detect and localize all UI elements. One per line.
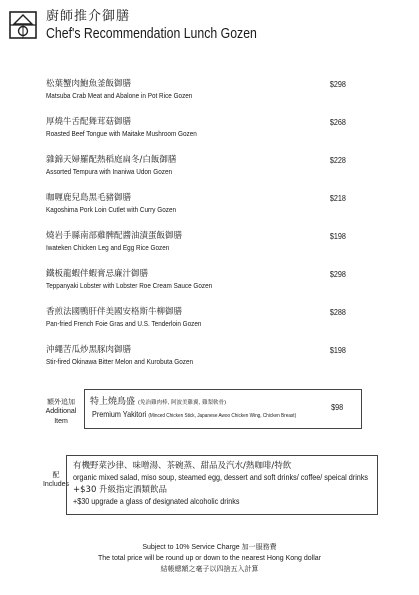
menu-item [46,78,356,116]
menu-item-name-zh: 松葉蟹肉鮑魚釜飯御膳 [46,79,132,89]
includes-line1-en: organic mixed salad, miso soup, steamed egg, dessert and soft drinks/ coffee/ speical drinks [73,472,369,482]
menu-item [46,268,356,306]
additional-item-detail-en: (Minced Chicken Stick, Japanese Awoo Chicken Wing, Chicken Breast) [148,413,297,419]
menu-item-name-zh: 燒岩手縣南部雞髀配醬油漬蛋飯御膳 [46,231,183,241]
footer-notes [0,542,419,575]
menu-item-price: $288 [329,307,346,317]
menu-list [46,78,356,382]
menu-item-name-en: Teppanyaki Lobster with Lobster Roe Cream Sauce Gozen [46,281,213,290]
rounding-note-zh: 結帳總額之毫子以四捨五入計算 [160,565,259,573]
menu-item-price: $268 [329,117,346,127]
menu-item-price: $198 [329,231,346,241]
menu-item-name-en: Roasted Beef Tongue with Maitake Mushroom Gozen [46,129,197,138]
title-chinese: 廚師推介御膳 [46,9,131,24]
restaurant-logo [8,10,38,40]
menu-item-price: $298 [329,269,346,279]
additional-item-label [38,397,84,427]
additional-item-name-en-line [92,409,296,419]
menu-item [46,306,356,344]
menu-item-price: $228 [329,155,346,165]
title-english: Chef's Recommendation Lunch Gozen [46,25,257,42]
additional-item-name-en: Premium Yakitori [92,409,147,419]
menu-item-name-zh: 咖喱鹿兒島黑毛豬御膳 [46,193,132,203]
menu-item-name-zh: 沖繩苦瓜炒黑豚肉御膳 [46,345,132,355]
additional-label-zh: 額外追加 [47,398,75,406]
includes-line1-zh: 有機野菜沙律、味噌湯、茶碗蒸、甜品及汽水/熱咖啡/特飲 [73,461,292,471]
menu-item-name-en: Stir-fired Okinawa Bitter Melon and Kurobuta Gozen [46,357,194,366]
includes-label-en: Includes [42,481,70,488]
menu-item [46,230,356,268]
additional-item-name-zh-line [90,394,226,407]
menu-item-name-zh: 雜錦天婦羅配熱稻庭扁冬/白飯御膳 [46,155,177,165]
additional-item-box [84,389,362,429]
menu-item [46,116,356,154]
menu-item-price: $218 [329,193,346,203]
menu-item-name-en: Kagoshima Pork Loin Cutlet with Curry Gozen [46,205,177,214]
menu-item-name-zh: 厚燒牛舌配舞茸菇御膳 [46,117,132,127]
service-charge-note: Subject to 10% Service Charge 加一服務費 [142,544,277,551]
additional-item-detail-zh: (免治雞肉棒, 阿波美雞翼, 雞梨軟骨) [137,400,227,406]
rounding-note-en: The total price will be round up or down to the nearest Hong Kong dollar [98,555,321,562]
additional-label-en: Additional Item [45,408,77,425]
includes-label-zh: 配 [52,471,60,479]
menu-item [46,192,356,230]
additional-item-name-zh: 特上燒鳥盛 [90,397,136,407]
menu-item [46,154,356,192]
menu-item-name-en: Pan-fried French Foie Gras and U.S. Tenderloin Gozen [46,319,202,328]
menu-item-name-en: Assorted Tempura with Inaniwa Udon Gozen [46,167,173,176]
includes-line2-zh: +$30 升級指定酒類飲品 [73,485,168,495]
menu-item [46,344,356,382]
includes-line2-en: +$30 upgrade a glass of designated alcoholic drinks [73,496,240,506]
page-title [46,9,303,43]
menu-item-name-en: Iwateken Chicken Leg and Egg Rice Gozen [46,243,170,252]
menu-item-price: $198 [329,345,346,355]
additional-item-price: $98 [330,402,343,412]
menu-item-name-zh: 香煎法國鴨肝伴美國安格斯牛柳御膳 [46,307,183,317]
menu-item-price: $298 [329,79,346,89]
includes-box [66,455,378,515]
menu-item-name-zh: 鐵板龍蝦伴蝦膏忌廉汁御膳 [46,269,149,279]
menu-item-name-en: Matsuba Crab Meat and Abalone in Pot Rice Gozen [46,91,193,100]
